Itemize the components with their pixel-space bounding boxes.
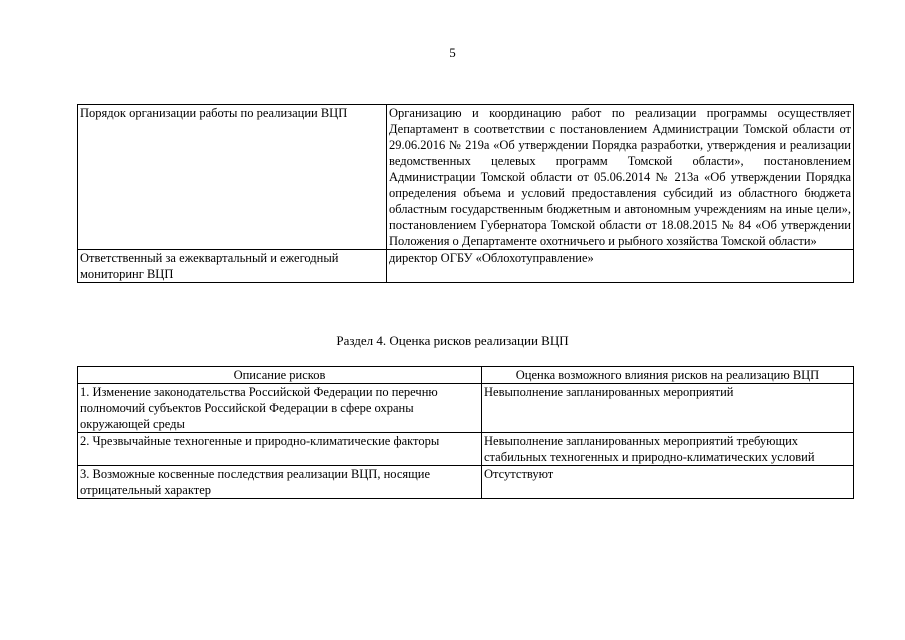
header-risk-description: Описание рисков	[78, 367, 482, 384]
risk-impact: Отсутствуют	[482, 466, 854, 499]
risk-description: 2. Чрезвычайные техногенные и природно-климатические факторы	[78, 433, 482, 466]
table-row	[78, 433, 854, 466]
header-risk-impact: Оценка возможного влияния рисков на реализацию ВЦП	[482, 367, 854, 384]
table-row	[78, 384, 854, 433]
program-info-table	[77, 104, 854, 283]
table-row	[78, 466, 854, 499]
table-header-row	[78, 367, 854, 384]
risk-impact: Невыполнение запланированных мероприятий	[482, 384, 854, 433]
page-number: 5	[449, 45, 456, 60]
risk-description: 3. Возможные косвенные последствия реализации ВЦП, носящие отрицательный характер	[78, 466, 482, 499]
risk-impact: Невыполнение запланированных мероприятий требующих стабильных техногенных и природно-климатических условий	[482, 433, 854, 466]
table-row	[78, 105, 854, 250]
organization-label: Порядок организации работы по реализации ВЦП	[78, 105, 387, 250]
table-row	[78, 250, 854, 283]
risk-table	[77, 366, 854, 499]
monitoring-value: директор ОГБУ «Облохотуправление»	[387, 250, 854, 283]
organization-value: Организацию и координацию работ по реализации программы осуществляет Департамент в соответствии с постановлением Администрации Томской области от 29.06.2016 № 219а «Об утверждении Порядка разработки, утверждения и реализации ведомственных целевых программ Томской области», постановлением Администрации Томской области от 05.06.2014 № 213а «Об утверждении Порядка определения объема и условий предоставления субсидий из областного бюджета областным государственным бюджетным и автономным учреждениям на иные цели», постановлением Губернатора Томской области от 18.08.2015 № 84 «Об утверждении Положения о Департаменте охотничьего и рыбного хозяйства Томской области»	[387, 105, 854, 250]
risk-description: 1. Изменение законодательства Российской Федерации по перечню полномочий субъектов Российской Федерации в сфере охраны окружающей среды	[78, 384, 482, 433]
section-title: Раздел 4. Оценка рисков реализации ВЦП	[336, 333, 569, 348]
monitoring-label: Ответственный за ежеквартальный и ежегодный мониторинг ВЦП	[78, 250, 387, 283]
